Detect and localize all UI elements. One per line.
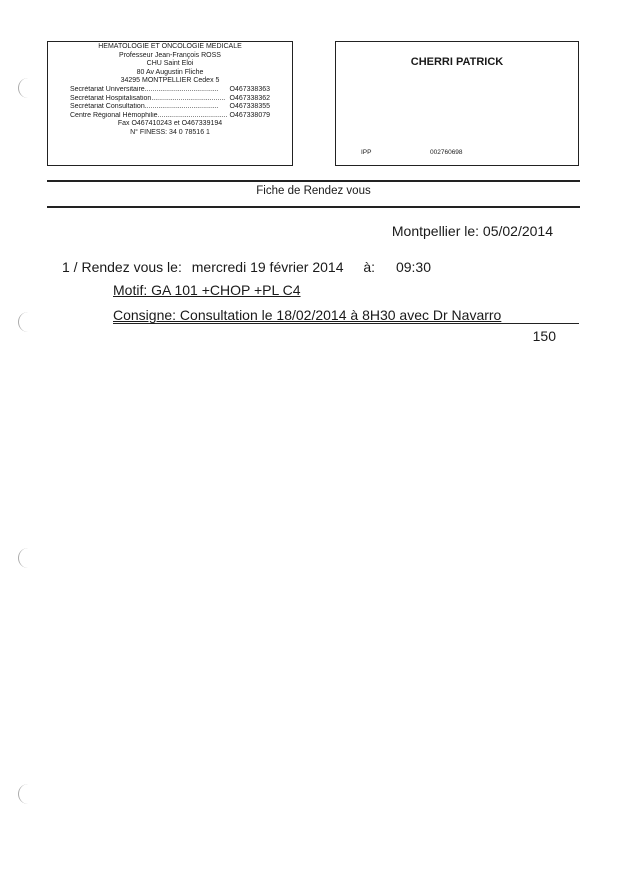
page-number: 150	[532, 328, 556, 344]
appointment-line	[62, 259, 431, 275]
hospital-finess: N° FINESS: 34 0 78516 1	[130, 128, 210, 136]
phone-label: Secrétariat Consultation .....	[70, 103, 228, 112]
hospital-department: HEMATOLOGIE ET ONCOLOGIE MEDICALE	[98, 43, 242, 50]
appointment-prefix: 1 / Rendez vous le:	[62, 259, 182, 275]
punch-hole-2	[18, 312, 38, 332]
patient-label-box	[335, 41, 579, 166]
appointment-date: mercredi 19 février 2014	[191, 259, 344, 275]
consigne-text: Consigne: Consultation le 18/02/2014 à 8H30 avec Dr Navarro	[113, 307, 502, 323]
top-divider	[47, 180, 580, 182]
phone-row	[48, 86, 292, 95]
phone-number: O467338362	[229, 94, 270, 102]
hospital-street: 80 Av Augustin Fliche	[136, 68, 204, 76]
hospital-fax: Fax O467410243 et O467339194	[117, 120, 223, 128]
phone-label: Secrétariat Universitaire .....	[70, 86, 228, 95]
punch-hole-1	[18, 78, 38, 98]
phone-row	[48, 95, 292, 104]
phone-number: O467338355	[229, 103, 270, 111]
phone-label: Secrétariat Hospitalisation .....	[70, 95, 228, 104]
hospital-professor: Professeur Jean-François ROSS	[119, 51, 221, 59]
ipp-value: 002760698	[430, 149, 463, 156]
phone-row	[48, 103, 292, 112]
hospital-city: 34295 MONTPELLIER Cedex 5	[120, 77, 220, 85]
phone-number: O467338363	[229, 85, 270, 93]
patient-name: CHERRI PATRICK	[410, 56, 504, 68]
ipp-label: IPP	[361, 149, 372, 156]
appointment-time: 09:30	[395, 259, 432, 275]
bottom-divider	[113, 323, 579, 324]
hospital-name: CHU Saint Eloi	[146, 60, 194, 68]
location-date: Montpellier le: 05/02/2014	[391, 223, 553, 239]
hospital-header-box	[47, 41, 293, 166]
punch-hole-4	[18, 784, 38, 804]
phone-number: O467338079	[229, 111, 270, 119]
motif-text: Motif: GA 101 +CHOP +PL C4	[113, 282, 301, 298]
title-divider	[47, 206, 580, 208]
phone-label: Centre Régional Hémophilie .....	[70, 112, 228, 121]
document-title: Fiche de Rendez vous	[256, 185, 371, 197]
punch-hole-3	[18, 548, 38, 568]
appointment-at: à:	[363, 259, 376, 275]
phone-row	[48, 112, 292, 121]
